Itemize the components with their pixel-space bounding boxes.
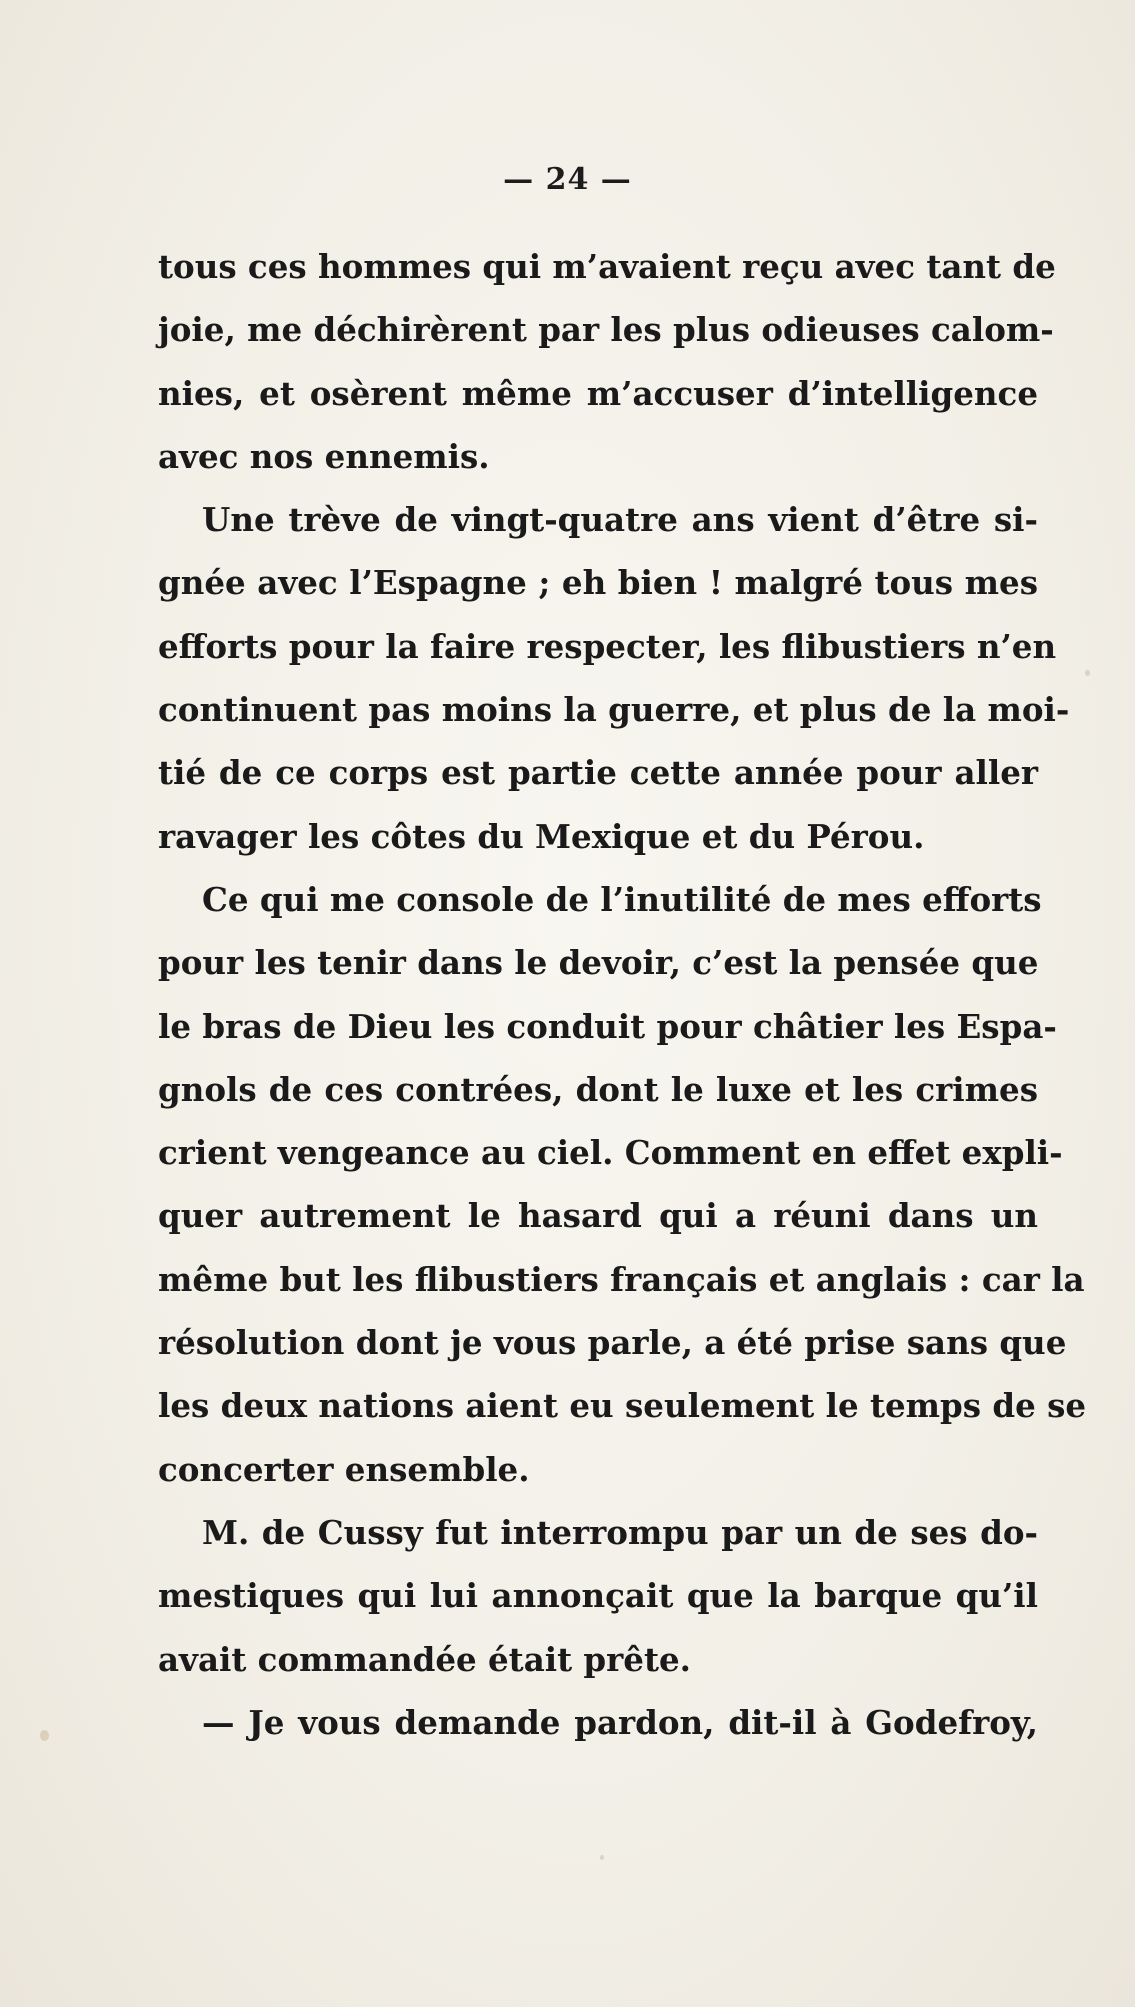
paper-speck [600, 1855, 604, 1860]
text-line: Ce qui me console de l’inutilité de mes efforts [202, 879, 1042, 919]
text-line: avec nos ennemis. [158, 436, 490, 476]
text-line: — Je vous demande pardon, dit-il à Godefroy, [202, 1702, 1038, 1742]
paper-speck [1085, 670, 1090, 676]
text-line: crient vengeance au ciel. Comment en effet expli- [158, 1133, 1063, 1173]
page-number: — 24 — [503, 162, 632, 197]
text-line: même but les flibustiers français et anglais : car la [158, 1259, 1085, 1299]
text-line: ravager les côtes du Mexique et du Pérou. [158, 816, 925, 856]
text-line: concerter ensemble. [158, 1449, 530, 1489]
text-line: Une trève de vingt-quatre ans vient d’être si- [202, 500, 1038, 540]
text-line: nies, et osèrent même m’accuser d’intelligence [158, 373, 1038, 413]
text-line: gnols de ces contrées, dont le luxe et les crimes [158, 1069, 1038, 1109]
text-line: continuent pas moins la guerre, et plus de la moi- [158, 690, 1070, 730]
body-text [158, 235, 1087, 1754]
text-line: mestiques qui lui annonçait que la barque qu’il [158, 1576, 1038, 1616]
text-line: M. de Cussy fut interrompu par un de ses do- [202, 1512, 1038, 1552]
text-line: tié de ce corps est partie cette année pour aller [158, 753, 1038, 793]
text-line: pour les tenir dans le devoir, c’est la pensée que [158, 943, 1039, 983]
text-line: résolution dont je vous parle, a été prise sans que [158, 1323, 1067, 1363]
text-line: gnée avec l’Espagne ; eh bien ! malgré tous mes [158, 563, 1038, 603]
text-line: joie, me déchirèrent par les plus odieuses calom- [158, 310, 1054, 350]
text-line: avait commandée était prête. [158, 1639, 691, 1679]
text-line: le bras de Dieu les conduit pour châtier les Espa- [158, 1006, 1057, 1046]
text-line: tous ces hommes qui m’avaient reçu avec tant de [158, 247, 1056, 286]
paper-speck [40, 1730, 49, 1741]
text-line: efforts pour la faire respecter, les flibustiers n’en [158, 626, 1057, 666]
text-line: quer autrement le hasard qui a réuni dans un [158, 1196, 1038, 1236]
text-line: les deux nations aient eu seulement le temps de se [158, 1386, 1087, 1426]
